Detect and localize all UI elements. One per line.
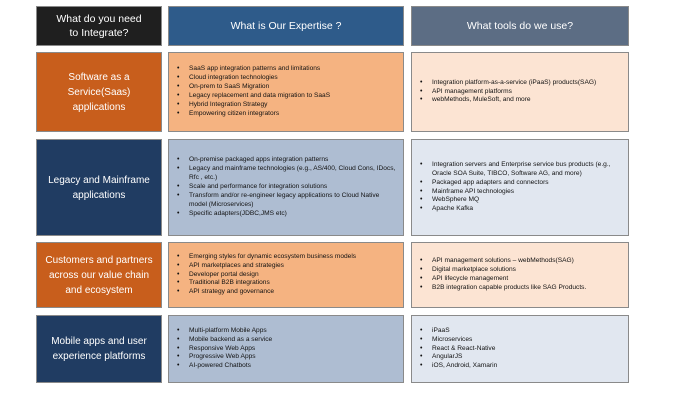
header-need	[36, 6, 162, 46]
list-item: • Integration servers and Enterprise service bus products (e.g., Oracle SOA Suite, TIBCO, Software AG, and more)	[432, 161, 622, 179]
list-item: • API marketplaces and strategies	[189, 262, 356, 271]
row-customers-expertise	[168, 242, 404, 308]
list-item: • Cloud integration technologies	[189, 74, 330, 83]
list-item: • Emerging styles for dynamic ecosystem business models	[189, 253, 356, 262]
row-saas-expertise	[168, 52, 404, 132]
list-item: • Legacy and mainframe technologies (e.g., AS/400, Cloud Cons, IDocs, Rfc , etc.)	[189, 165, 397, 183]
row-mobile-tools-list	[418, 327, 497, 372]
list-item: • Progressive Web Apps	[189, 353, 272, 362]
row-customers-label-cell	[36, 242, 162, 308]
row-saas-tools	[411, 52, 629, 132]
row-saas-label: Software as a Service(Saas) applications	[67, 71, 131, 113]
list-item: • Hybrid Integration Strategy	[189, 101, 330, 110]
list-item: • API management platforms	[432, 88, 596, 97]
list-item: • Packaged app adapters and connectors	[432, 179, 622, 188]
header-expertise-label: What is Our Expertise ?	[230, 20, 342, 32]
row-saas-tools-list	[418, 79, 596, 106]
list-item: • Legacy replacement and data migration to SaaS	[189, 92, 330, 101]
row-legacy-label-cell	[36, 139, 162, 236]
row-saas-label-cell	[36, 52, 162, 132]
list-item: • Microservices	[432, 336, 497, 345]
row-legacy-expertise	[168, 139, 404, 236]
row-mobile-expertise	[168, 315, 404, 383]
list-item: • SaaS app integration patterns and limitations	[189, 65, 330, 74]
header-need-label: What do you need to Integrate?	[56, 13, 142, 39]
header-tools	[411, 6, 629, 46]
list-item: • React & React-Native	[432, 345, 497, 354]
list-item: • WebSphere MQ	[432, 196, 622, 205]
row-saas-expertise-list	[175, 65, 330, 118]
list-item: • Apache Kafka	[432, 205, 622, 214]
list-item: • webMethods, MuleSoft, and more	[432, 96, 596, 105]
list-item: • Transform and/or re-engineer legacy applications to Cloud Native model (Microservices)	[189, 192, 397, 210]
list-item: • Traditional B2B integrations	[189, 279, 356, 288]
list-item: • Multi-platform Mobile Apps	[189, 327, 272, 336]
list-item: • Mainframe API technologies	[432, 188, 622, 197]
row-mobile-label-cell	[36, 315, 162, 383]
list-item: • On-premise packaged apps integration patterns	[189, 156, 397, 165]
header-tools-label: What tools do we use?	[466, 20, 574, 32]
list-item: • API management solutions – webMethods(SAG)	[432, 257, 586, 266]
list-item: • Responsive Web Apps	[189, 345, 272, 354]
list-item: • AngularJS	[432, 353, 497, 362]
row-mobile-expertise-list	[175, 327, 272, 372]
row-customers-tools	[411, 242, 629, 308]
list-item: • B2B integration capable products like SAG Products.	[432, 284, 586, 293]
list-item: • Developer portal design	[189, 271, 356, 280]
list-item: • API lifecycle management	[432, 275, 586, 284]
list-item: • iOS, Android, Xamarin	[432, 362, 497, 371]
row-customers-tools-list	[418, 257, 586, 293]
list-item: • Mobile backend as a service	[189, 336, 272, 345]
row-legacy-tools-list	[418, 161, 622, 214]
row-legacy-expertise-list	[175, 156, 397, 218]
row-legacy-label: Legacy and Mainframe applications	[48, 174, 150, 201]
row-legacy-tools	[411, 139, 629, 236]
list-item: • API strategy and governance	[189, 288, 356, 297]
list-item: • Scale and performance for integration solutions	[189, 183, 397, 192]
row-mobile-label: Mobile apps and user experience platforms	[51, 336, 147, 362]
row-customers-expertise-list	[175, 253, 356, 298]
row-mobile-tools	[411, 315, 629, 383]
list-item: • iPaaS	[432, 327, 497, 336]
header-expertise	[168, 6, 404, 46]
list-item: • Digital marketplace solutions	[432, 266, 586, 275]
list-item: • On-prem to SaaS Migration	[189, 83, 330, 92]
list-item: • Integration platform-as-a-service (iPaaS) products(SAG)	[432, 79, 596, 88]
list-item: • AI-powered Chatbots	[189, 362, 272, 371]
list-item: • Empowering citizen integrators	[189, 110, 330, 119]
list-item: • Specific adapters(JDBC,JMS etc)	[189, 210, 397, 219]
row-customers-label: Customers and partners across our value chain and ecosystem	[45, 254, 153, 296]
